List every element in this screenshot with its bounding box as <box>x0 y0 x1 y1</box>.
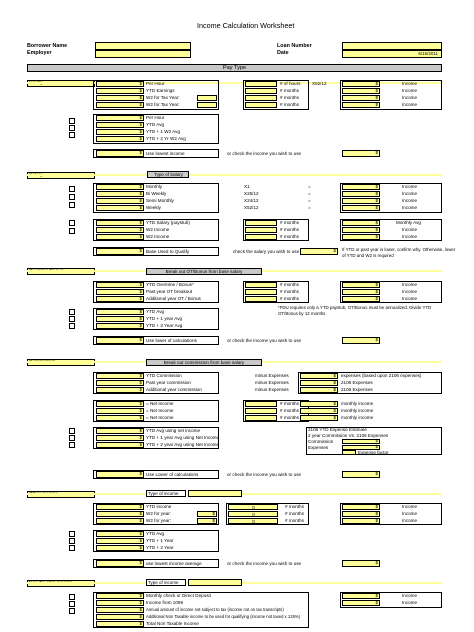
salary-multiplier: X52/12 <box>244 205 259 210</box>
hourly-checkbox[interactable] <box>69 118 75 124</box>
nontax-row-label: Annual amount of income not subject to tax (income not on tax transcripts) <box>146 607 284 612</box>
other-checkbox[interactable] <box>69 545 75 551</box>
commission-avg-label: YTD Avg using net income <box>146 428 201 433</box>
pay-type-bar: Pay Type <box>27 64 442 72</box>
check-income-text: or check the income you wish to use <box>227 151 302 156</box>
salary-multiplier: X1 <box>244 184 250 189</box>
overtime-months-input[interactable] <box>245 282 277 288</box>
income-label: Income <box>402 184 418 189</box>
hourly-avg-label: YTD + 1 W2 Avg <box>146 129 180 134</box>
hourly-avg-label: YTD + 2 Yr W2 Avg <box>146 136 186 141</box>
use-lower-label: Use lower of calculations <box>146 338 197 343</box>
income-label: Income <box>402 81 418 86</box>
hourly-multiplier: X52/12 <box>312 81 327 86</box>
commission-checkbox[interactable] <box>69 435 75 441</box>
hourly-count-label: # months <box>280 95 299 100</box>
commission-row-label: Additional year commission <box>146 387 202 392</box>
hourly-w2-year-1[interactable] <box>197 95 217 101</box>
nontax-row-label: Income from 1099 <box>146 600 184 605</box>
expense-note: 2106 Expenses <box>341 387 373 392</box>
salary-type-field[interactable]: Type of Salary <box>147 171 189 178</box>
salary-row-label: Bi Weekly <box>146 191 167 196</box>
borrower-name-field[interactable] <box>95 42 191 50</box>
salary-months-input[interactable] <box>245 220 277 226</box>
hourly-checkbox[interactable] <box>69 125 75 131</box>
income-label: Income <box>402 593 418 598</box>
salary-checkbox[interactable] <box>69 202 75 208</box>
overtime-months-input[interactable] <box>245 296 277 302</box>
loan-number-label: Loan Number <box>277 43 312 49</box>
hourly-count-label: # months <box>280 102 299 107</box>
overtime-note: *FDU requires only a YTD paystub, OT/Bonus must be annualized. Divide YTD OT/Bonus by 12 months <box>278 305 432 316</box>
salary-multiplier: X26/12 <box>244 191 259 196</box>
income-label: Income <box>402 88 418 93</box>
monthly-avg-label: Monthly Avg <box>396 220 421 225</box>
check-income-text: or check the income you wish to use <box>227 472 302 477</box>
base-used-label: Base Used to Qualify <box>146 249 190 254</box>
income-label: Income <box>402 191 418 196</box>
commission-checkbox[interactable] <box>69 428 75 434</box>
nontax-checkbox[interactable] <box>69 594 75 600</box>
months-label: # months <box>280 234 299 239</box>
months-label: # months <box>280 282 299 287</box>
check-income-text: or check the income you wish to use <box>227 338 302 343</box>
hourly-w2-year-2[interactable] <box>197 102 217 108</box>
commission-breakout-bar: Break out commission from base salary <box>146 359 262 366</box>
overtime-months-input[interactable] <box>245 289 277 295</box>
borrower-name-label: Borrower Name <box>27 43 68 49</box>
hourly-count-input[interactable] <box>245 81 277 87</box>
estimate-row-label: Expense factor <box>358 450 389 455</box>
salary-multiplier: X24/12 <box>244 198 259 203</box>
use-lower-label: Use Lower of calculations <box>146 472 199 477</box>
income-label: Income <box>402 102 418 107</box>
commission-months-input[interactable] <box>245 415 277 421</box>
estimate-title: 2106 YTD Expense Estimate <box>308 427 367 432</box>
other-months-input[interactable]: 0 <box>228 504 278 510</box>
net-income-label: = Net Income <box>146 401 174 406</box>
page-title: Income Calculation Worksheet <box>197 21 295 30</box>
other-checkbox[interactable] <box>69 538 75 544</box>
income-label: Income <box>402 600 418 605</box>
income-label: Income <box>402 289 418 294</box>
overtime-avg-label: YTD Avg <box>146 309 165 314</box>
nontax-row-label: Monthly check or Direct Deposit <box>146 593 211 598</box>
salary-note: If YTD or past year is lower, confirm why. Otherwise, lower of YTD and W2 is required <box>342 247 456 258</box>
equals-sign: = <box>308 191 311 196</box>
other-type-field[interactable]: Type of income <box>146 490 186 497</box>
income-label: Income <box>402 198 418 203</box>
income-label: Income <box>402 205 418 210</box>
use-lowest-label: Use lowest income <box>146 151 185 156</box>
hourly-row-label: Per Hour <box>146 81 165 86</box>
months-label: # months <box>285 518 304 523</box>
salary-row-label: Weekly <box>146 205 161 210</box>
salary-months-input[interactable] <box>245 234 277 240</box>
expense-note: expenses (based upon 2106 expenses) <box>341 373 422 378</box>
overtime-checkbox[interactable] <box>69 316 75 322</box>
income-label: Income <box>402 511 418 516</box>
overtime-checkbox[interactable] <box>69 323 75 329</box>
commission-months-input[interactable] <box>245 408 277 414</box>
other-row-label: W2 for year: <box>146 511 172 516</box>
monthly-income-label: monthly income <box>341 401 374 406</box>
income-label: Income <box>402 234 418 239</box>
overtime-row-label: Additional year OT / Bonus <box>146 296 201 301</box>
overtime-row-label: YTD Overtime / Bonus* <box>146 282 194 287</box>
other-avg-label: YTD + 2 Year <box>146 545 174 550</box>
equals-sign: = <box>308 205 311 210</box>
minus-expenses-label: minus Expenses <box>255 387 289 392</box>
other-checkbox[interactable] <box>69 531 75 537</box>
hourly-count-input[interactable] <box>245 88 277 94</box>
overtime-avg-label: YTD + 1 year Avg <box>146 316 183 321</box>
salary-checkbox[interactable] <box>69 186 75 192</box>
minus-expenses-label: minus Expenses <box>255 380 289 385</box>
months-label: # months <box>280 415 299 420</box>
other-avg-label: YTD + 1 Year <box>146 538 174 543</box>
months-label: # months <box>280 289 299 294</box>
hourly-avg-label: YTD Avg <box>146 122 165 127</box>
expense-note: 2106 Expenses <box>341 380 373 385</box>
months-label: # months <box>280 220 299 225</box>
months-label: # months <box>280 227 299 232</box>
months-label: # months <box>280 401 299 406</box>
nontax-type-input[interactable] <box>188 579 242 586</box>
other-row-label: W2 for year: <box>146 518 172 523</box>
salary-row-label: Semi Monthly <box>146 198 174 203</box>
estimate-factor-output[interactable] <box>342 450 356 455</box>
minus-expenses-label: minus Expenses <box>255 373 289 378</box>
use-lowest-label: use lowest income average <box>146 561 202 566</box>
salary-row-label: Monthly <box>146 184 163 189</box>
check-salary-text: check the salary you wish to use <box>233 249 300 254</box>
commission-avg-label: YTD + 2 year Avg using Net Income <box>146 442 220 447</box>
other-row-label: YTD income <box>146 504 172 509</box>
check-income-text: or check the income you wish to use <box>227 561 302 566</box>
salary-ytd-label: W2 Income <box>146 234 170 239</box>
hourly-count-label: # of hours <box>280 81 301 86</box>
months-label: # months <box>280 408 299 413</box>
hourly-row-label: W2 for Tax Year: <box>146 95 180 100</box>
net-income-label: = Net Income <box>146 415 174 420</box>
salary-checkbox[interactable] <box>69 220 75 226</box>
other-avg-label: YTD Avg <box>146 531 165 536</box>
income-label: Income <box>402 518 418 523</box>
monthly-income-label: monthly income <box>341 408 374 413</box>
overtime-row-label: Past year OT breakout <box>146 289 193 294</box>
nontax-checkbox[interactable] <box>69 608 75 614</box>
hourly-count-input[interactable] <box>245 102 277 108</box>
other-type-input[interactable] <box>188 490 242 497</box>
hourly-count-input[interactable] <box>245 95 277 101</box>
overtime-avg-label: YTD + 2 Year Avg <box>146 323 183 328</box>
income-label: Income <box>402 504 418 509</box>
equals-sign: = <box>308 184 311 189</box>
nontax-type-field[interactable]: Type of income <box>146 579 186 586</box>
estimate-row-label: Expenses <box>308 445 329 450</box>
overtime-checkbox[interactable] <box>69 309 75 315</box>
salary-checkbox[interactable] <box>69 194 75 200</box>
income-label: Income <box>402 282 418 287</box>
months-label: # months <box>280 296 299 301</box>
overtime-breakout-bar: Break out OT/Bonus from base salary <box>146 268 262 275</box>
income-label: Income <box>402 296 418 301</box>
salary-ytd-label: W2 Income <box>146 227 170 232</box>
other-months-input[interactable]: 0 <box>228 518 278 524</box>
date-label: Date <box>277 50 289 56</box>
hourly-avg-label: Per Hour <box>146 115 165 120</box>
commission-avg-label: YTD + 1 year Avg using Net Income <box>146 435 220 440</box>
other-months-input[interactable]: 0 <box>228 511 278 517</box>
hourly-row-label: W2 for Tax Year: <box>146 102 180 107</box>
months-label: # months <box>285 504 304 509</box>
salary-ytd-label: YTD Salary (paystub) <box>146 220 190 225</box>
employer-label: Employer <box>27 50 52 56</box>
commission-checkbox[interactable] <box>69 442 75 448</box>
nontax-row-label: Total Non Taxable Income <box>146 621 199 626</box>
commission-row-label: Past year commission <box>146 380 191 385</box>
loan-number-field[interactable] <box>342 42 442 50</box>
hourly-count-label: # months <box>280 88 299 93</box>
nontax-row-label: Additional Non Taxable income to be used for qualifying (income not taxed x 125%) <box>146 614 301 619</box>
equals-sign: = <box>308 198 311 203</box>
commission-row-label: YTD Commission <box>146 373 182 378</box>
salary-months-input[interactable] <box>245 227 277 233</box>
net-income-label: = Net Income <box>146 408 174 413</box>
hourly-row-label: YTD Earnings <box>146 88 175 93</box>
monthly-income-label: monthly income <box>341 415 374 420</box>
commission-months-input[interactable] <box>245 401 277 407</box>
estimate-subtitle: 2 year Commission Vs. 2106 Expenses <box>308 433 389 438</box>
hourly-checkbox[interactable] <box>69 132 75 138</box>
income-label: Income <box>402 227 418 232</box>
date-field[interactable]: 6/16/2011 <box>342 50 442 58</box>
salary-checkbox[interactable] <box>69 228 75 234</box>
employer-field[interactable] <box>95 50 191 58</box>
nontax-checkbox[interactable] <box>69 601 75 607</box>
months-label: # months <box>285 511 304 516</box>
income-label: Income <box>402 95 418 100</box>
estimate-row-label: Commission <box>308 439 334 444</box>
